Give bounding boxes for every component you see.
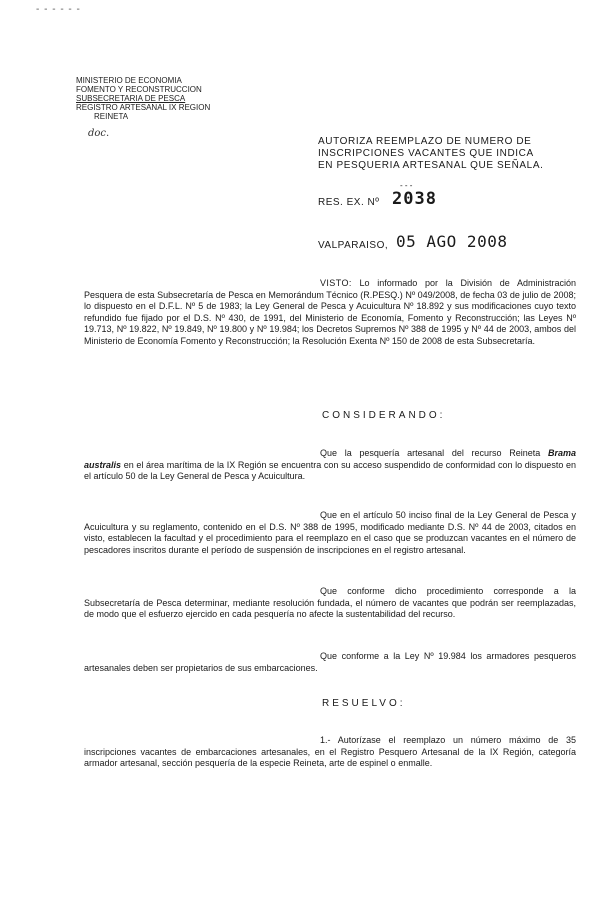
header-line-ministry: MINISTERIO DE ECONOMIA	[76, 76, 182, 85]
considerando-p3-text: Que conforme dicho procedimiento corresponde a la Subsecretaría de Pesca determinar, mediante resolución fundada, el número de vacantes que podrán ser reemplazadas, de modo que el esfuerzo ejercido en cada pesquería no afecte la sustentabilidad del recurso.	[84, 586, 576, 620]
resuelvo-p1-text: 1.- Autorízase el reemplazo un número máximo de 35 inscripciones vacantes de embarcaciones artesanales, en el Registro Pesquero Artesanal de la IX Región, categoría armador artesanal, sección pesquería de la especie Reineta, arte de espinel o enmalle.	[84, 735, 576, 769]
considerando-p2-text: Que en el artículo 50 inciso final de la Ley General de Pesca y Acuicultura y su reglamento, contenido en el D.S. Nº 388 de 1995, modificado mediante D.S. Nº 44 de 2003, citados en visto, establecen la facultad y el procedimiento para el reemplazo en el caso que se produzcan vacantes en el número de pescadores inscritos durante el período de suspensión de inscripciones en el registro artesanal.	[84, 510, 576, 555]
resuelvo-paragraph-1	[84, 735, 576, 770]
title-line-1: AUTORIZA REEMPLAZO DE NUMERO DE	[318, 136, 532, 147]
considerando-paragraph-1	[84, 448, 576, 483]
resolution-label: RES. EX. Nº	[318, 197, 380, 208]
considerando-heading: CONSIDERANDO:	[322, 410, 446, 421]
place-label: VALPARAISO,	[318, 240, 389, 251]
title-line-2: INSCRIPCIONES VACANTES QUE INDICA	[318, 148, 534, 159]
considerando-p1-after: en el área marítima de la IX Región se encuentra con su acceso suspendido de conformidad con lo dispuesto en el artículo 50 de la Ley General de Pesca y Acuicultura.	[84, 459, 576, 482]
resolution-number: 2038	[392, 189, 437, 209]
considerando-p4-text: Que conforme a la Ley Nº 19.984 los armadores pesqueros artesanales deben ser propietarios de sus embarcaciones.	[84, 651, 576, 673]
visto-lead: VISTO:	[320, 278, 352, 288]
visto-text: Lo informado por la División de Administración Pesquera de esta Subsecretaría de Pesca en Memorándum Técnico (R.PESQ.) Nº 049/2008, de fecha 03 de julio de 2008; lo dispuesto en el D.F.L. Nº 5 de 1983; la Ley General de Pesca y Acuicultura Nº 18.892 y sus modificaciones cuyo texto refundido fue fijado por el D.S. Nº 430, de 1991, del Ministerio de Economía, Fomento y Reconstrucción; las Leyes Nº 19.713, Nº 19.822, Nº 19.849, Nº 19.800 y Nº 19.984; los Decretos Supremos Nº 388 de 1995 y Nº 44 de 2003, ambos del Ministerio de Economía Fomento y Reconstrucción; la Resolución Exenta Nº 150 de 2008 de esta Subsecretaría.	[84, 278, 576, 346]
considerando-paragraph-4	[84, 651, 576, 674]
considerando-paragraph-2	[84, 510, 576, 556]
resuelvo-heading: RESUELVO:	[322, 698, 406, 709]
header-line-department: FOMENTO Y RECONSTRUCCION	[76, 85, 202, 94]
considerando-p1-before: Que la pesquería artesanal del recurso Reineta	[320, 448, 541, 458]
species-name: Brama australis	[84, 448, 576, 470]
considerando-paragraph-3	[84, 586, 576, 621]
document-title	[318, 136, 578, 172]
visto-paragraph	[84, 278, 576, 348]
header-line-subsecretaria: SUBSECRETARIA DE PESCA	[76, 94, 186, 103]
header-line-registry: REGISTRO ARTESANAL IX REGION	[76, 103, 211, 112]
handwritten-note: doc.	[88, 128, 110, 139]
ministry-header	[76, 76, 236, 121]
title-separator: - - -	[400, 181, 413, 190]
header-line-species: REINETA	[94, 112, 129, 121]
date-stamp: 05 AGO 2008	[396, 232, 508, 251]
title-line-3: EN PESQUERIA ARTESANAL QUE SEÑALA.	[318, 160, 544, 171]
top-scribble-mark: - - - - - -	[36, 4, 81, 15]
